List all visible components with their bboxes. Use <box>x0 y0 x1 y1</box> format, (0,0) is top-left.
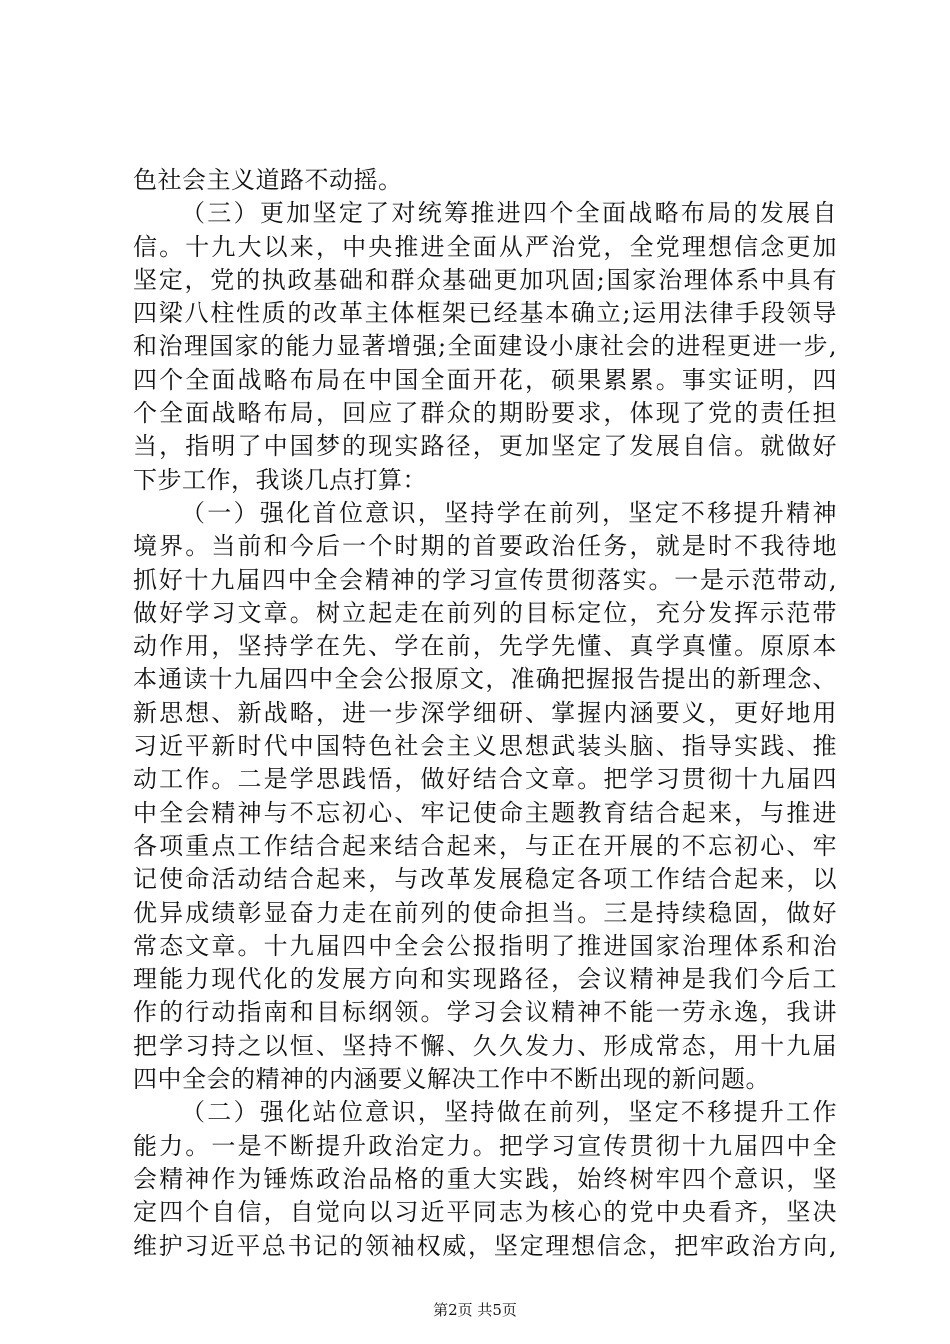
text-line: 四中全会的精神的内涵要义解决工作中不断出现的新问题。 <box>133 1065 770 1094</box>
text-line: 各项重点工作结合起来结合起来，与正在开展的不忘初心、牢 <box>133 831 837 860</box>
text-line: 新思想、新战略，进一步深学细研、掌握内涵要义，更好地用 <box>133 698 837 727</box>
page-number-footer: 第2页 共5页 <box>433 1301 517 1319</box>
text-line: 境界。当前和今后一个时期的首要政治任务，就是时不我待地 <box>133 532 837 561</box>
text-line: 维护习近平总书记的领袖权威，坚定理想信念，把牢政治方向, <box>133 1231 837 1260</box>
text-line: 坚定，党的执政基础和群众基础更加巩固;国家治理体系中具有 <box>133 265 837 294</box>
text-line: 作的行动指南和目标纲领。学习会议精神不能一劳永逸，我讲 <box>133 998 837 1027</box>
text-line: 定四个自信，自觉向以习近平同志为核心的党中央看齐，坚决 <box>133 1198 837 1227</box>
text-line: 动工作。二是学思践悟，做好结合文章。把学习贯彻十九届四 <box>133 765 837 794</box>
text-line: 优异成绩彰显奋力走在前列的使命担当。三是持续稳固，做好 <box>133 898 837 927</box>
text-line: 习近平新时代中国特色社会主义思想武装头脑、指导实践、推 <box>133 732 837 761</box>
text-line: 中全会精神与不忘初心、牢记使命主题教育结合起来，与推进 <box>133 798 837 827</box>
text-line: 下步工作，我谈几点打算： <box>133 465 427 494</box>
text-line: 色社会主义道路不动摇。 <box>133 166 403 194</box>
text-line: 常态文章。十九届四中全会公报指明了推进国家治理体系和治 <box>133 931 837 960</box>
text-line: 把学习持之以恒、坚持不懈、久久发力、形成常态，用十九届 <box>133 1031 837 1060</box>
text-line: 和治理国家的能力显著增强;全面建设小康社会的进程更进一步, <box>133 332 837 361</box>
text-line: （三）更加坚定了对统筹推进四个全面战略布局的发展自 <box>181 199 837 228</box>
text-line: 抓好十九届四中全会精神的学习宣传贯彻落实。一是示范带动, <box>133 565 837 594</box>
text-line: 四梁八柱性质的改革主体框架已经基本确立;运用法律手段领导 <box>133 299 837 328</box>
text-line: 当，指明了中国梦的现实路径，更加坚定了发展自信。就做好 <box>133 432 837 461</box>
text-line: 个全面战略布局，回应了群众的期盼要求，体现了党的责任担 <box>133 399 837 428</box>
text-line: 记使命活动结合起来，与改革发展稳定各项工作结合起来，以 <box>133 865 837 894</box>
document-body <box>133 164 837 1263</box>
text-line: 能力。一是不断提升政治定力。把学习宣传贯彻十九届四中全 <box>133 1131 837 1160</box>
text-line: 信。十九大以来，中央推进全面从严治党，全党理想信念更加 <box>133 232 837 261</box>
text-line: （一）强化首位意识，坚持学在前列，坚定不移提升精神 <box>181 498 837 527</box>
text-line: 做好学习文章。树立起走在前列的目标定位，充分发挥示范带 <box>133 598 837 627</box>
text-line: 动作用，坚持学在先、学在前，先学先懂、真学真懂。原原本 <box>133 632 837 661</box>
text-line: 理能力现代化的发展方向和实现路径，会议精神是我们今后工 <box>133 965 837 994</box>
text-line: 会精神作为锤炼政治品格的重大实践，始终树牢四个意识，坚 <box>133 1164 837 1193</box>
text-line: 四个全面战略布局在中国全面开花，硕果累累。事实证明，四 <box>133 365 837 394</box>
text-line: 本通读十九届四中全会公报原文，准确把握报告提出的新理念、 <box>133 665 837 694</box>
text-line: （二）强化站位意识，坚持做在前列，坚定不移提升工作 <box>181 1098 837 1127</box>
